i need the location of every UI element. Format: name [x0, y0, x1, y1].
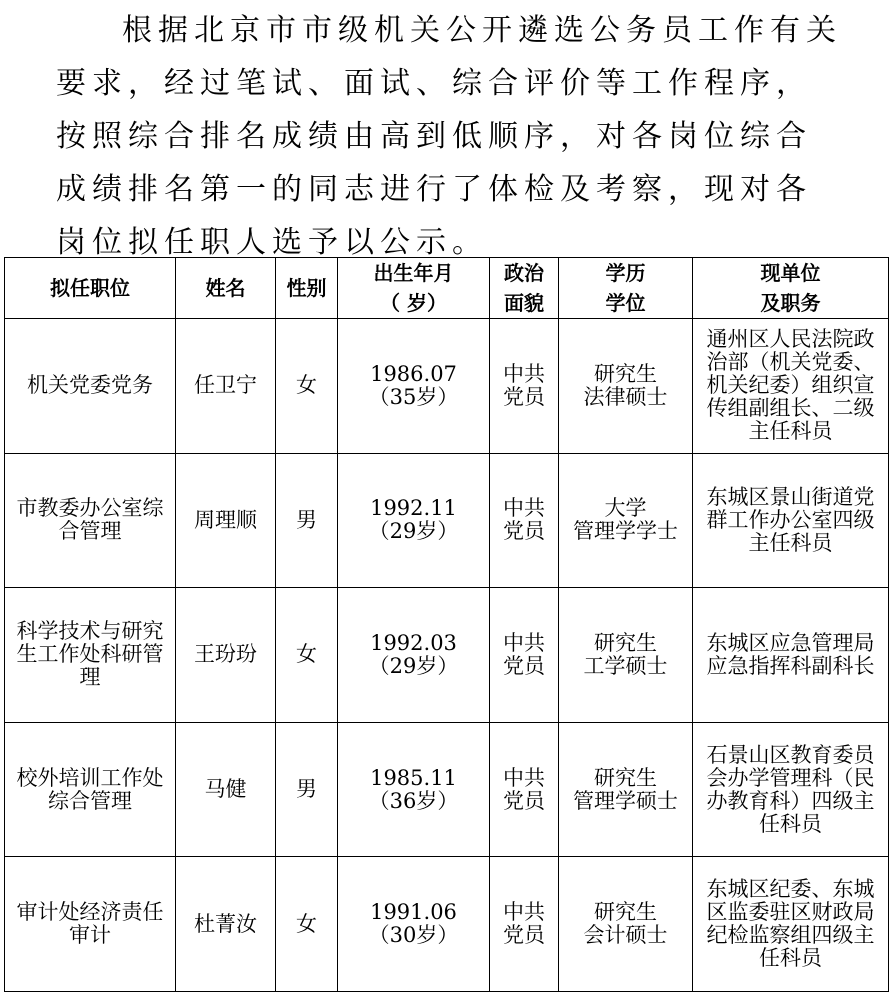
cell-birth	[338, 857, 490, 992]
header-political-line1: 政治	[504, 261, 544, 285]
cell-unit: 通州区人民法院政治部（机关党委、机关纪委）组织宣传组副组长、二级主任科员	[693, 319, 889, 454]
cell-political-line2: 党员	[503, 384, 545, 409]
cell-education	[559, 722, 693, 857]
cell-education-line1: 研究生	[594, 630, 657, 655]
cell-unit: 石景山区教育委员会办学管理科（民办教育科）四级主任科员	[693, 722, 889, 857]
cell-position: 校外培训工作处综合管理	[5, 722, 176, 857]
cell-political-line2: 党员	[503, 653, 545, 678]
cell-age: （29岁）	[368, 653, 459, 678]
cell-name: 任卫宁	[176, 319, 276, 454]
header-political-line2: 面貌	[504, 291, 544, 315]
cell-political-line2: 党员	[503, 923, 545, 948]
cell-political-line2: 党员	[503, 519, 545, 544]
header-birth-line1: 出生年月	[373, 261, 454, 285]
header-political	[490, 258, 559, 319]
cell-position: 审计处经济责任审计	[5, 857, 176, 992]
cell-gender: 男	[276, 453, 338, 588]
cell-education	[559, 857, 693, 992]
cell-unit: 东城区景山街道党群工作办公室四级主任科员	[693, 453, 889, 588]
cell-birth	[338, 453, 490, 588]
header-unit	[693, 258, 889, 319]
table-row	[5, 319, 889, 454]
cell-education	[559, 453, 693, 588]
candidates-table	[4, 257, 889, 992]
cell-education-line1: 研究生	[594, 900, 657, 925]
header-birth	[338, 258, 490, 319]
cell-gender: 女	[276, 588, 338, 723]
cell-birth	[338, 722, 490, 857]
cell-education-line2: 管理学硕士	[573, 788, 678, 813]
cell-political	[490, 319, 559, 454]
cell-political	[490, 588, 559, 723]
intro-text: 根据北京市市级机关公开遴选公务员工作有关要求，经过笔试、面试、综合评价等工作程序，按照综合排名成绩由高到低顺序，对各岗位综合成绩排名第一的同志进行了体检及考察，现对各岗位拟任职人选予以公示。	[56, 13, 842, 260]
cell-birth	[338, 319, 490, 454]
cell-name: 王玢玢	[176, 588, 276, 723]
table-row	[5, 588, 889, 723]
cell-education-line1: 大学	[604, 496, 647, 521]
cell-gender: 女	[276, 857, 338, 992]
cell-age: （29岁）	[368, 519, 459, 544]
cell-age: （35岁）	[368, 384, 459, 409]
header-gender: 性别	[276, 258, 338, 319]
cell-name: 周理顺	[176, 453, 276, 588]
cell-birth-date: 1986.07	[370, 361, 457, 386]
cell-political	[490, 453, 559, 588]
table-row	[5, 453, 889, 588]
cell-position: 机关党委党务	[5, 319, 176, 454]
header-education-line2: 学位	[605, 291, 646, 315]
cell-education-line2: 法律硕士	[583, 384, 668, 409]
cell-political-line2: 党员	[503, 788, 545, 813]
cell-political-line1: 中共	[503, 496, 545, 521]
header-education-line1: 学历	[605, 261, 646, 285]
cell-birth-date: 1992.03	[370, 630, 457, 655]
cell-education	[559, 588, 693, 723]
cell-name: 马健	[176, 722, 276, 857]
cell-gender: 男	[276, 722, 338, 857]
table-row	[5, 857, 889, 992]
cell-unit: 东城区应急管理局应急指挥科副科长	[693, 588, 889, 723]
cell-birth-date: 1985.11	[370, 765, 457, 790]
cell-age: （30岁）	[368, 923, 459, 948]
cell-political-line1: 中共	[503, 630, 545, 655]
cell-political-line1: 中共	[503, 361, 545, 386]
cell-education-line2: 工学硕士	[583, 653, 668, 678]
header-position: 拟任职位	[5, 258, 176, 319]
cell-education-line2: 会计硕士	[583, 923, 668, 948]
header-unit-line1: 现单位	[760, 261, 821, 285]
header-unit-line2: 及职务	[760, 291, 821, 315]
cell-education-line1: 研究生	[594, 765, 657, 790]
header-education	[559, 258, 693, 319]
table-header-row	[5, 258, 889, 319]
cell-birth-date: 1992.11	[370, 496, 457, 521]
cell-political-line1: 中共	[503, 765, 545, 790]
header-name: 姓名	[176, 258, 276, 319]
cell-position: 科学技术与研究生工作处科研管理	[5, 588, 176, 723]
cell-name: 杜菁汝	[176, 857, 276, 992]
cell-political	[490, 722, 559, 857]
intro-paragraph	[56, 4, 846, 269]
cell-education	[559, 319, 693, 454]
table-row	[5, 722, 889, 857]
cell-birth	[338, 588, 490, 723]
cell-position: 市教委办公室综合管理	[5, 453, 176, 588]
cell-political-line1: 中共	[503, 900, 545, 925]
cell-age: （36岁）	[368, 788, 459, 813]
header-birth-line2: （ 岁）	[380, 291, 447, 315]
cell-education-line2: 管理学学士	[573, 519, 678, 544]
cell-political	[490, 857, 559, 992]
cell-education-line1: 研究生	[594, 361, 657, 386]
cell-unit: 东城区纪委、东城区监委驻区财政局纪检监察组四级主任科员	[693, 857, 889, 992]
cell-birth-date: 1991.06	[370, 900, 457, 925]
cell-gender: 女	[276, 319, 338, 454]
